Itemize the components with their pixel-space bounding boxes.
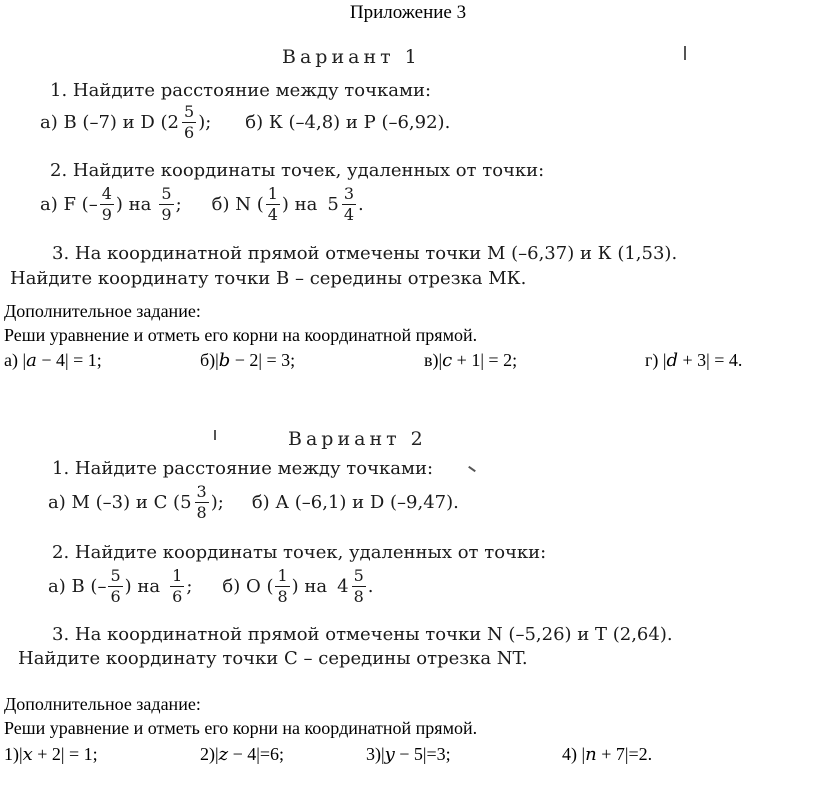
fraction-numerator: 5: [184, 102, 195, 121]
fraction-numerator: 5: [161, 184, 172, 203]
v2-extra-text: Реши уравнение и отметь его корни на координатной прямой.: [4, 718, 478, 738]
fraction-denominator: 6: [172, 587, 183, 606]
v1-task3-line2: Найдите координату точки В – середины отрезка МК.: [10, 268, 527, 289]
v1-task2-b-whole: 5: [327, 194, 339, 215]
v2-extra-title: Дополнительное задание:: [4, 694, 201, 714]
v2-task3-line2: Найдите координату точки С – середины отрезка NT.: [18, 648, 528, 669]
v1-task1-a-fraction: [182, 104, 196, 141]
v1-task1-text: 1. Найдите расстояние между точками:: [50, 80, 432, 101]
v1-task1-a-whole: 2: [167, 112, 179, 133]
fraction-denominator: 9: [161, 205, 172, 224]
v2-task1-a-fraction: [195, 484, 209, 521]
v2-task2-a-prefix: а) В (–: [48, 576, 107, 597]
v1-task1-parts: [40, 104, 450, 141]
v2-task2-b-suffix: .: [367, 576, 374, 597]
v2-equation-2: 2)|𝑧 − 4|=6;: [200, 744, 284, 764]
v1-task2-b-mid: ) на: [281, 194, 318, 215]
v1-extra-title: Дополнительное задание:: [4, 301, 201, 321]
v2-task1-parts: [48, 484, 459, 521]
v1-task1-a-suffix: );: [198, 112, 212, 133]
fraction-numerator: 1: [267, 184, 278, 203]
v1-task2-a-mid: ) на: [115, 194, 152, 215]
v2-task2-parts: [48, 568, 374, 605]
fraction-numerator: 3: [196, 482, 207, 501]
v1-extra-text: Реши уравнение и отметь его корни на координатной прямой.: [4, 325, 478, 345]
v2-task1-a-prefix: а) М (–3) и С (: [48, 492, 181, 513]
v1-task1-b: б) К (–4,8) и Р (–6,92).: [245, 112, 451, 133]
v2-task2-a-fraction2: [170, 568, 184, 605]
fraction-numerator: 5: [353, 566, 364, 585]
v1-task2-text: 2. Найдите координаты точек, удаленных от точки:: [50, 160, 545, 181]
v1-task3-line1: 3. На координатной прямой отмечены точки М (–6,37) и К (1,53).: [52, 243, 678, 264]
variant2-heading: Вариант 2: [288, 428, 427, 450]
v1-task2-b-fraction: [266, 186, 280, 223]
v2-task1-a-suffix: );: [210, 492, 224, 513]
fraction-numerator: 3: [343, 184, 355, 203]
v2-task3-line1: 3. На координатной прямой отмечены точки N (–5,26) и Т (2,64).: [52, 624, 673, 645]
v1-equation-c: в)|𝑐 + 1| = 2;: [424, 350, 518, 370]
scan-mark: [214, 430, 216, 440]
v1-task2-b-prefix: б) N (: [211, 194, 264, 215]
v1-equation-d: г) |𝑑 + 3| = 4.: [645, 350, 743, 370]
v2-task2-a-fraction: [108, 568, 122, 605]
fraction-numerator: 1: [277, 566, 288, 585]
fraction-denominator: 9: [101, 205, 112, 224]
fraction-denominator: 4: [267, 205, 278, 224]
v1-task2-a-fraction: [100, 186, 114, 223]
v2-task2-b-fraction2: [352, 568, 366, 605]
fraction-denominator: 8: [277, 587, 288, 606]
fraction-denominator: 6: [110, 587, 121, 606]
page-title: Приложение 3: [349, 2, 467, 23]
scan-mark: [468, 466, 476, 472]
fraction-denominator: 6: [184, 123, 195, 142]
v1-task2-a-fraction2: [159, 186, 173, 223]
v1-task2-a-suffix: ;: [175, 194, 182, 215]
v2-equation-3: 3)|𝑦 − 5|=3;: [366, 744, 451, 764]
fraction-denominator: 8: [353, 587, 364, 606]
fraction-denominator: 8: [196, 503, 207, 522]
v2-task2-b-fraction: [275, 568, 289, 605]
v1-task1-a-prefix: а) В (–7) и D (: [40, 112, 168, 133]
v2-task2-a-suffix: ;: [186, 576, 193, 597]
fraction-numerator: 1: [172, 566, 183, 585]
v1-task2-b-suffix: .: [358, 194, 364, 215]
v1-task2-b-fraction2: [342, 186, 356, 223]
v2-task2-b-mid: ) на: [291, 576, 328, 597]
v2-equation-1: 1)|𝑥 + 2| = 1;: [4, 744, 98, 764]
v1-task2-a-prefix: а) F (–: [40, 194, 98, 215]
v2-task1-text: 1. Найдите расстояние между точками:: [52, 458, 434, 479]
v2-task2-text: 2. Найдите координаты точек, удаленных от точки:: [52, 542, 547, 563]
fraction-denominator: 4: [343, 205, 355, 224]
v1-equation-b: б)|𝑏 − 2| = 3;: [200, 350, 296, 370]
v1-task2-parts: [40, 186, 364, 223]
v2-task2-b-whole: 4: [337, 576, 349, 597]
v2-equation-4: 4) |𝑛 + 7|=2.: [562, 744, 653, 764]
v2-task1-b: б) А (–6,1) и D (–9,47).: [251, 492, 459, 513]
scan-mark: [684, 46, 686, 60]
v2-task1-a-whole: 5: [180, 492, 192, 513]
v2-task2-b-prefix: б) О (: [222, 576, 274, 597]
fraction-numerator: 4: [101, 184, 112, 203]
variant1-heading: Вариант 1: [282, 46, 421, 68]
v1-equation-a: а) |𝑎 − 4| = 1;: [4, 350, 102, 370]
fraction-numerator: 5: [110, 566, 121, 585]
v2-task2-a-mid: ) на: [124, 576, 161, 597]
